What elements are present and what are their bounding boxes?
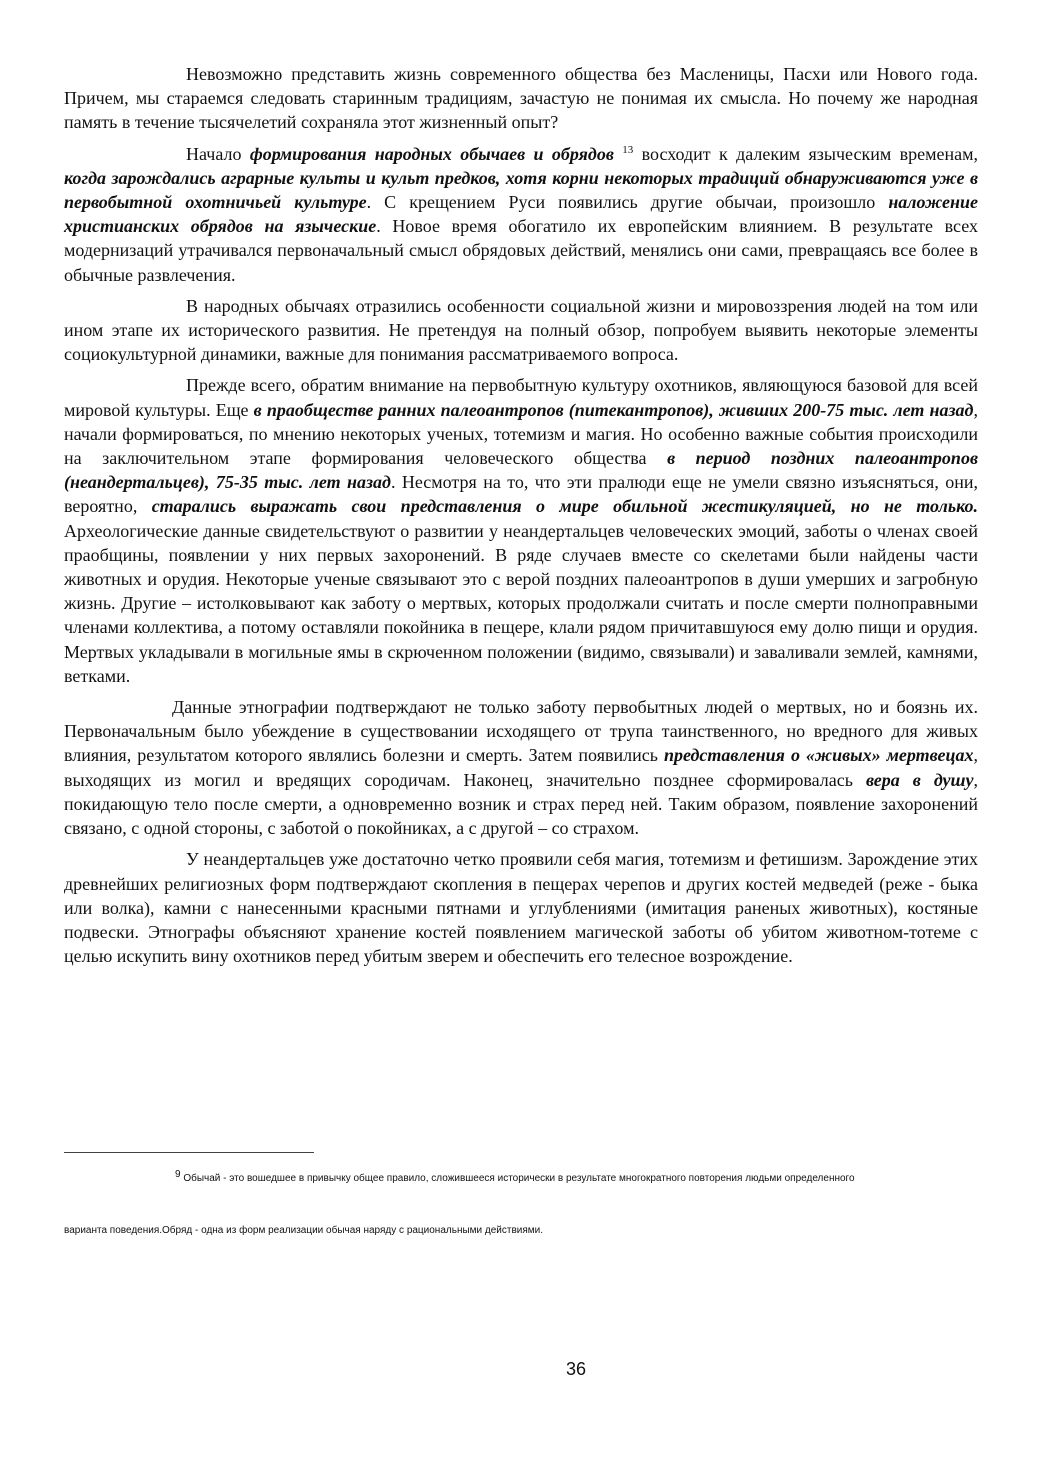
body-text: Данные этнографии подтверждают не только заботу первобытных людей о мертвых, но и боязнь их. Первоначальным было убеждение в существовании исходящего от трупа таинственного, но вредного для живых влияния, результатом которого являлись болезни и смерть. Затем появились [64,697,978,766]
emphasis-text: в праобществе ранних палеоантропов (питекантропов), живших 200-75 тыс. лет назад [253,399,974,420]
emphasis-text: наложение христианских обрядов на языческие [64,192,978,237]
body-text: . Несмотря на то, что эти пралюди еще не умели связно изъясняться, они, вероятно, [64,472,978,517]
body-text: восходит к далеким языческим временам, [633,143,978,164]
body-text: . Новое время обогатило их европейским влиянием. В результате всех модернизаций утрачивался первоначальный смысл обрядовых действий, менялись они сами, превращаясь все более в обычные развлечения. [64,216,978,285]
body-text [614,144,622,164]
paragraph-5 [64,695,978,840]
body-text: Археологические данные свидетельствуют о развитии у неандертальцев человеческих эмоций, заботы о членах своей праобщины, появлении у них первых захоронений. В ряде случаев вместе со скелетами были найдены части животных и орудия. Некоторые ученые связывают это с верой поздних палеоантропов в души умерших и загробную жизнь. Другие – истолковывают как заботу о мертвых, которых продолжали считать и после смерти полноправными членами коллектива, а потому оставляли покойника в пещере, клали рядом причитавшуюся ему долю пищи и орудия. Мертвых укладывали в могильные ямы в скрюченном положении (видимо, связывали) и заваливали землей, камнями, ветками. [64,520,978,686]
footnote-line-1 [175,1169,975,1186]
footnote-line-2: варианта поведения.Обряд - одна из форм реализации обычая наряду с рациональными действиями. [64,1225,544,1236]
emphasis-text: в период поздних палеоантропов (неандертальцев), 75-35 тыс. лет назад [64,448,978,493]
paragraph-1 [64,62,978,135]
footnote-reference: 13 [622,143,634,156]
footnote-separator [64,1152,314,1153]
body-text: В народных обычаях отразились особенности социальной жизни и мировоззрения людей на том или ином этапе их исторического развития. Не претендуя на полный обзор, попробуем выявить некоторые элементы социокультурной динамики, важные для понимания рассматриваемого вопроса. [64,295,978,365]
footnote-marker: 9 [175,1169,181,1180]
page-number: 36 [565,1359,587,1379]
emphasis-text: вера в душу [865,769,974,790]
body-text: У неандертальцев уже достаточно четко проявили себя магия, тотемизм и фетишизм. Зарождение этих древнейших религиозных форм подтверждают скопления в пещерах черепов и других костей медведей (реже - быка или волка), камни с нанесенными красными пятнами и углублениями (имитация раненых животных), костяные подвески. Этнографы объясняют хранение костей появлением магической заботы об убитом животном-тотеме с целью искупить вину охотников перед убитым зверем и обеспечить его телесное возрождение. [64,849,978,967]
body-text: , покидающую тело после смерти, а одновременно возник и страх перед ней. Таким образом, появление захоронений связано, с одной стороны, с заботой о покойниках, а с другой – со страхом. [64,769,978,839]
body-text: . С крещением Руси появились другие обычаи, произошло [366,192,889,213]
paragraph-6 [64,847,978,968]
body-text: Прежде всего, обратим внимание на первобытную культуру охотников, являющуюся базовой для всей мировой культуры. Еще [64,375,978,420]
paragraph-3 [64,294,978,367]
body-text: , выходящих из могил и вредящих сородичам. Наконец, значительно позднее сформировалась [64,745,979,790]
footnote-text-1: Обычай - это вошедшее в привычку общее правило, сложившееся исторически в результате многократного повторения людьми определенного [183,1173,855,1184]
emphasis-text: когда зарождались аграрные культы и культ предков, хотя корни некоторых традиций обнаруживаются уже в первобытной охотничьей культуре [64,167,978,213]
body-text: Начало [186,143,250,164]
body-text: Невозможно представить жизнь современного общества без Масленицы, Пасхи или Нового года. Причем, мы стараемся следовать старинным традициям, зачастую не понимая их смысла. Но почему же народная память в течение тысячелетий сохраняла этот жизненный опыт? [64,64,978,133]
paragraph-2 [64,142,978,287]
emphasis-text: старались выражать свои представления о мире обильной жестикуляцией, но не только. [151,496,979,517]
emphasis-text: формирования народных обычаев и обрядов [249,143,614,164]
body-text: , начали формироваться, по мнению некоторых ученых, тотемизм и магия. Но особенно важные события происходили на заключительном этапе формирования человеческого общества [64,399,978,469]
paragraph-4 [64,373,978,688]
emphasis-text: представления о «живых» мертвецах [663,745,974,766]
document-body [64,62,978,975]
